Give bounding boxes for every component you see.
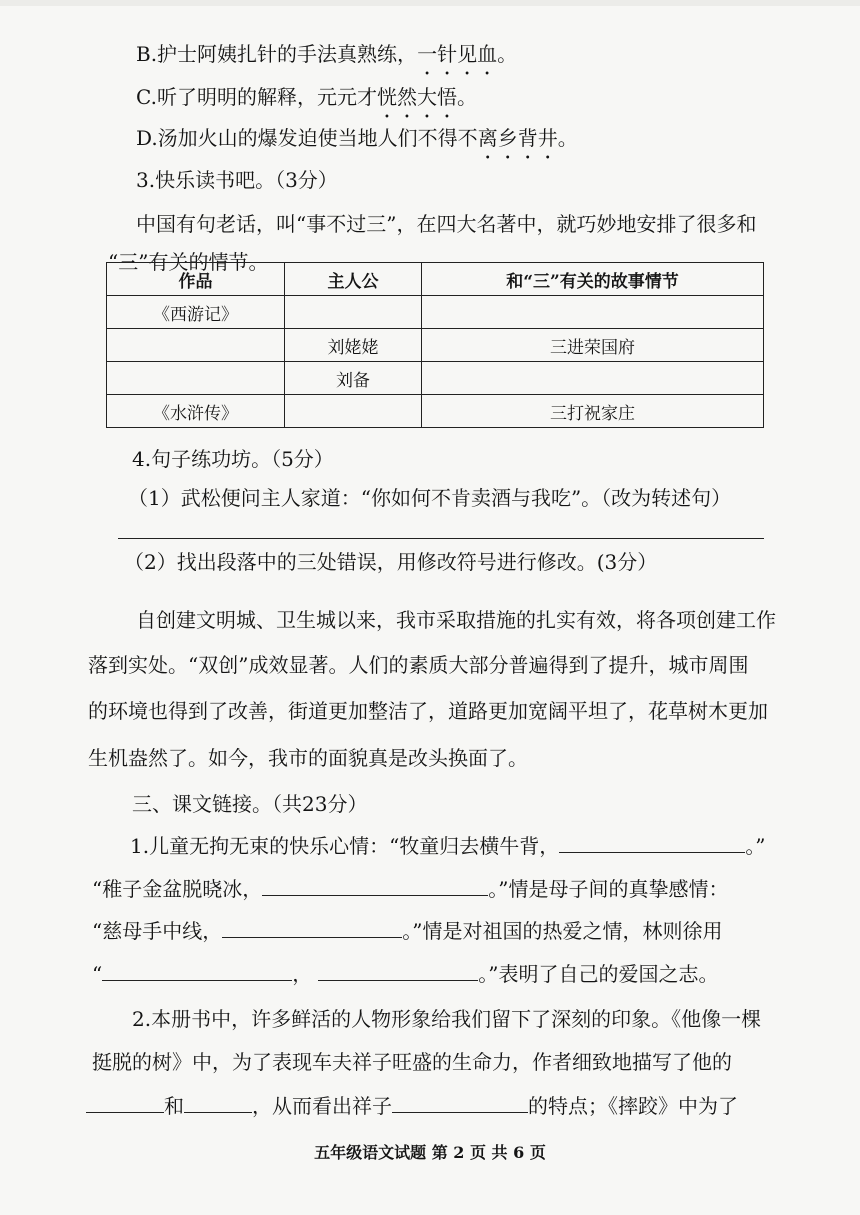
answer-blank[interactable]	[559, 832, 745, 853]
table-cell: 《水浒传》	[107, 395, 285, 428]
dotted-char: 乡	[497, 126, 518, 150]
answer-cell[interactable]	[285, 296, 422, 329]
q1-text: 。”情是母子间的真挚感情：	[488, 877, 729, 901]
q1-text: 。”	[745, 834, 766, 858]
dotted-char: 离	[477, 126, 498, 150]
answer-blank[interactable]	[262, 875, 488, 896]
table-row	[107, 329, 764, 362]
dotted-char: 井	[537, 126, 558, 150]
option-c-text: C.听了明明的解释，元元才	[136, 85, 377, 109]
table-header: 作品	[107, 263, 285, 296]
table-header: 和“三”有关的故事情节	[422, 263, 764, 296]
q1-line-d	[92, 960, 718, 988]
table-header: 主人公	[285, 263, 422, 296]
table-row	[107, 362, 764, 395]
q2-text: 的特点；《摔跤》中为了	[528, 1094, 738, 1118]
q2-line3	[86, 1092, 738, 1120]
q2-line1: 2.本册书中，许多鲜活的人物形象给我们留下了深刻的印象。《他像一棵	[132, 1007, 762, 1031]
dotted-char: 然	[396, 85, 417, 109]
q1-text: 1.儿童无拘无束的快乐心情：“牧童归去横牛背，	[130, 834, 560, 858]
answer-cell[interactable]	[422, 362, 764, 395]
q2-line2: 挺脱的树》中，为了表现车夫祥子旺盛的生命力，作者细致地描写了他的	[92, 1050, 732, 1074]
option-d	[136, 124, 578, 152]
answer-blank[interactable]	[222, 917, 402, 938]
q4-title: 4.句子练功坊。（5分）	[132, 447, 334, 471]
q1-text: “稚子金盆脱晓冰，	[92, 877, 263, 901]
option-b	[136, 40, 517, 68]
q4-sub1: （1）武松便问主人家道：“你如何不肯卖酒与我吃”。（改为转述句）	[128, 486, 732, 510]
q3-intro-line1: 中国有句老话，叫“事不过三”，在四大名著中，就巧妙地安排了很多和	[136, 212, 757, 236]
option-c-end: 。	[456, 85, 477, 109]
dotted-char: 恍	[376, 85, 397, 109]
paragraph-line: 落到实处。“双创”成效显著。人们的素质大部分普遍得到了提升，城市周围	[88, 653, 749, 677]
q2-text: ，从而看出祥子	[252, 1094, 392, 1118]
answer-cell[interactable]	[107, 362, 285, 395]
option-d-text: D.汤加火山的爆发迫使当地人们不得不	[136, 126, 478, 150]
table-cell: 刘姥姥	[285, 329, 422, 362]
q1-text: “	[92, 962, 103, 986]
novels-table	[106, 262, 764, 428]
q4-sub2: （2）找出段落中的三处错误，用修改符号进行修改。(3分）	[124, 550, 658, 574]
answer-line[interactable]	[118, 538, 764, 539]
q1-text: “慈母手中线，	[92, 919, 223, 943]
answer-blank[interactable]	[392, 1092, 528, 1113]
page-footer: 五年级语文试题 第 2 页 共 6 页	[314, 1143, 546, 1162]
dotted-char: 背	[517, 126, 538, 150]
table-header-row	[107, 263, 764, 296]
dotted-char: 针	[437, 42, 458, 66]
dotted-char: 血	[477, 42, 498, 66]
option-b-end: 。	[497, 42, 518, 66]
q1-text: ，	[292, 962, 313, 986]
q2-text: 和	[164, 1094, 184, 1118]
answer-blank[interactable]	[86, 1092, 164, 1113]
q3-title: 3.快乐读书吧。（3分）	[136, 168, 338, 192]
answer-cell[interactable]	[285, 395, 422, 428]
table-cell: 三打祝家庄	[422, 395, 764, 428]
option-c	[136, 83, 477, 111]
table-cell: 刘备	[285, 362, 422, 395]
dotted-char: 大	[416, 85, 437, 109]
dotted-char: 一	[417, 42, 438, 66]
q3-intro-line2: “三”有关的情节。	[108, 250, 269, 274]
q1-text: 。”情是对祖国的热爱之情，林则徐用	[402, 919, 723, 943]
answer-blank[interactable]	[102, 960, 292, 981]
answer-cell[interactable]	[422, 296, 764, 329]
dotted-char: 悟	[436, 85, 457, 109]
answer-blank[interactable]	[318, 960, 478, 981]
q1-line-a	[130, 832, 766, 860]
paragraph-line: 生机盎然了。如今，我市的面貌真是改头换面了。	[88, 746, 528, 770]
paragraph-line: 的环境也得到了改善，街道更加整洁了，道路更加宽阔平坦了，花草树木更加	[88, 699, 768, 723]
q1-text: 。”表明了自己的爱国之志。	[478, 962, 719, 986]
section3-title: 三、课文链接。（共23分）	[132, 792, 368, 816]
table-row	[107, 395, 764, 428]
answer-cell[interactable]	[107, 329, 285, 362]
scan-edge	[0, 0, 860, 6]
table-cell: 《西游记》	[107, 296, 285, 329]
table-cell: 三进荣国府	[422, 329, 764, 362]
dotted-char: 见	[457, 42, 478, 66]
table-row	[107, 296, 764, 329]
paragraph-line: 自创建文明城、卫生城以来，我市采取措施的扎实有效，将各项创建工作	[136, 608, 776, 632]
answer-blank[interactable]	[184, 1092, 252, 1113]
option-d-end: 。	[557, 126, 578, 150]
option-b-text: B.护士阿姨扎针的手法真熟练，	[136, 42, 418, 66]
q1-line-b	[92, 875, 728, 903]
q1-line-c	[92, 917, 722, 945]
